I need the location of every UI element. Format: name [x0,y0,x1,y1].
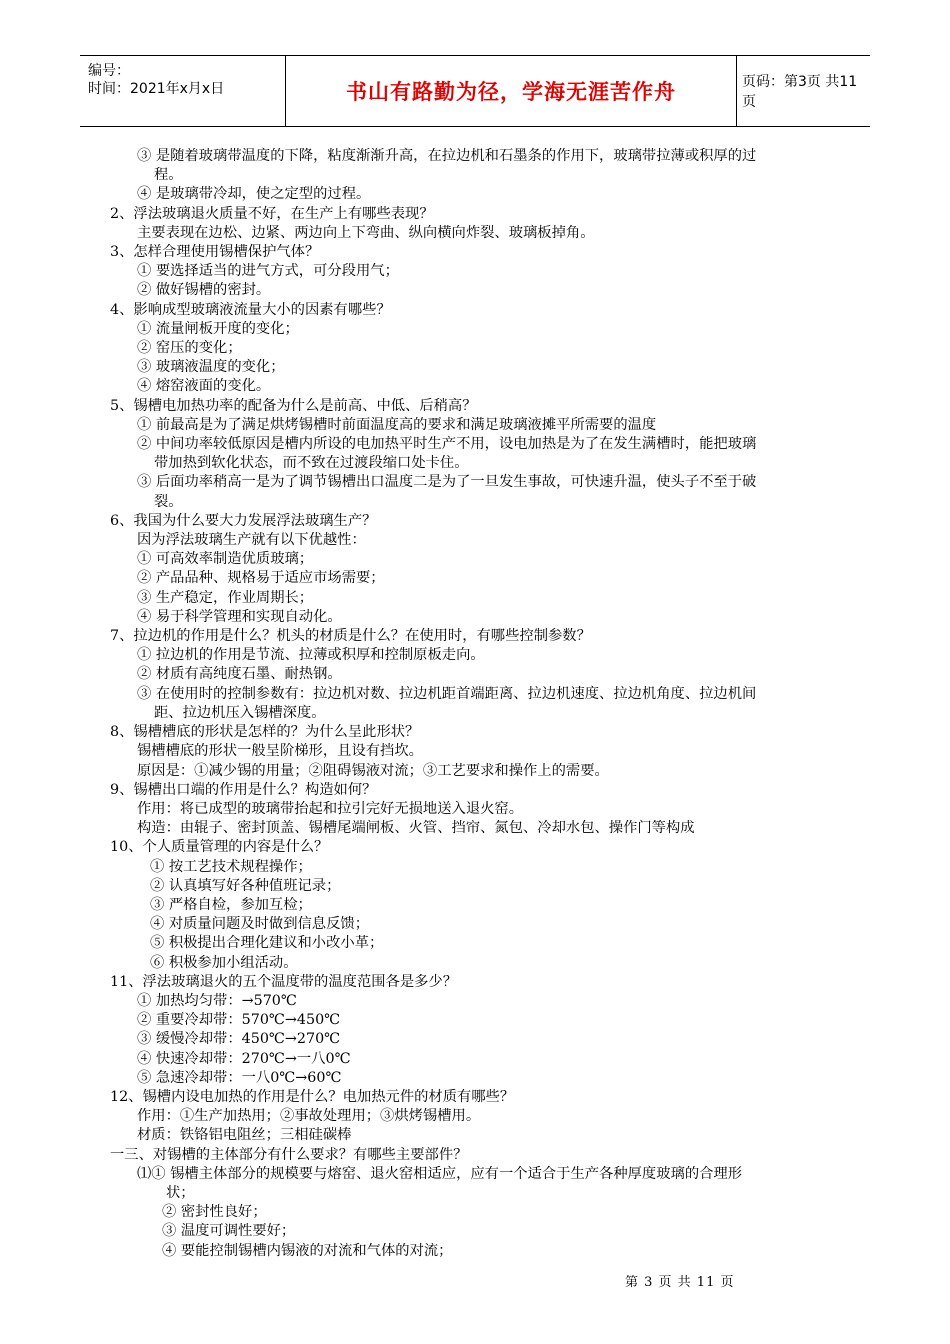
text-line: 6、我国为什么要大力发展浮法玻璃生产？ [110,512,377,529]
text-line: 11、浮法玻璃退火的五个温度带的温度范围各是多少？ [110,973,458,990]
text-line: 带加热到软化状态，而不致在过渡段缩口处卡住。 [154,455,469,472]
text-line: 3、怎样合理使用锡槽保护气体？ [110,244,320,261]
text-line: ② 密封性良好； [162,1204,267,1221]
text-line: 作用：①生产加热用；②事故处理用；③烘烤锡槽用。 [137,1108,481,1125]
text-line: ② 产品品种、规格易于适应市场需要； [137,570,385,587]
text-line: ③ 生产稳定，作业周期长； [137,589,314,606]
text-line: 裂。 [154,493,183,510]
text-line: 构造：由辊子、密封顶盖、锡槽尾端闸板、火管、挡帘、氮包、冷却水包、操作门等构成 [137,820,695,837]
text-line: ② 重要冷却带：570℃→450℃ [137,1012,341,1029]
text-line: 因为浮法玻璃生产就有以下优越性： [137,532,366,549]
text-line: ② 中间功率较低原因是槽内所设的电加热平时生产不用，设电加热是为了在发生满槽时，能把玻璃 [137,436,757,453]
text-line: ⑴① 锡槽主体部分的规模要与熔窑、退火窑相适应，应有一个适合于生产各种厚度玻璃的合理形 [137,1165,743,1182]
text-line: ② 材质有高纯度石墨、耐热钢。 [137,666,342,683]
text-line: ③ 严格自检，参加互检； [150,896,312,913]
header-motto: 书山有路勤为径，学海无涯苦作舟 [285,56,737,126]
text-line: 锡槽槽底的形状一般呈阶梯形，且设有挡坎。 [137,743,423,760]
text-line: ① 拉边机的作用是节流、拉薄或积厚和控制原板走向。 [137,647,485,664]
text-line: 2、浮法玻璃退火质量不好，在生产上有哪些表现？ [110,205,434,222]
text-line: 9、锡槽出口端的作用是什么？构造如何？ [110,781,377,798]
text-line: ⑤ 积极提出合理化建议和小改小革； [150,935,384,952]
text-line: ④ 对质量问题及时做到信息反馈； [150,916,369,933]
text-line: ③ 缓慢冷却带：450℃→270℃ [137,1031,341,1048]
text-line: 材质：铁铬铝电阻丝；三相硅碳棒 [137,1127,352,1144]
text-line: ⑤ 急速冷却带：一八0℃→60℃ [137,1069,342,1086]
text-line: ① 流量闸板开度的变化； [137,320,299,337]
text-line: 4、影响成型玻璃液流量大小的因素有哪些？ [110,301,391,318]
text-line: ④ 熔窑液面的变化。 [137,378,271,395]
text-line: ④ 易于科学管理和实现自动化。 [137,608,342,625]
text-line: ① 加热均匀带：→570℃ [137,992,297,1009]
text-line: 作用：将已成型的玻璃带抬起和拉引完好无损地送入退火窑。 [137,800,524,817]
text-line: ③ 后面功率稍高一是为了调节锡槽出口温度二是为了一旦发生事故，可快速升温，使头子不至于破 [137,474,757,491]
text-line: 状； [166,1184,195,1201]
header-page-label: 页码：第3页 共11页 [742,74,858,110]
text-line: 距、拉边机压入锡槽深度。 [154,704,326,721]
text-line: ④ 是玻璃带冷却，使之定型的过程。 [137,186,371,203]
document-number-label: 编号： [88,63,130,79]
text-line: 5、锡槽电加热功率的配备为什么是前高、中低、后稍高？ [110,397,477,414]
text-line: 一三、对锡槽的主体部分有什么要求？有哪些主要部件？ [110,1146,468,1163]
text-line: ④ 要能控制锡槽内锡液的对流和气体的对流； [162,1242,453,1259]
text-line: 程。 [154,167,183,184]
text-line: ③ 温度可调性要好； [162,1223,296,1240]
document-body [110,147,875,1261]
text-line: ① 要选择适当的进气方式，可分段用气； [137,263,399,280]
text-line: 7、拉边机的作用是什么？机头的材质是什么？在使用时，有哪些控制参数？ [110,628,591,645]
text-line: ① 前最高是为了满足烘烤锡槽时前面温度高的要求和满足玻璃液摊平所需要的温度 [137,416,657,433]
text-line: ① 可高效率制造优质玻璃； [137,551,314,568]
text-line: 主要表现在边松、边紧、两边向上下弯曲、纵向横向炸裂、玻璃板掉角。 [137,224,595,241]
text-line: ③ 玻璃液温度的变化； [137,359,285,376]
page-footer: 第 3 页 共 11 页 [625,1275,735,1290]
text-line: ② 认真填写好各种值班记录； [150,877,341,894]
text-line: 8、锡槽槽底的形状是怎样的？为什么呈此形状？ [110,724,420,741]
text-line: ② 做好锡槽的密封。 [137,282,271,299]
page-header [80,55,870,127]
text-line: ⑥ 积极参加小组活动。 [150,954,298,971]
text-line: ② 窑压的变化； [137,340,242,357]
text-line: ④ 快速冷却带：270℃→一八0℃ [137,1050,351,1067]
text-line: 12、锡槽内设电加热的作用是什么？电加热元件的材质有哪些？ [110,1088,515,1105]
text-line: ③ 是随着玻璃带温度的下降，粘度渐渐升高，在拉边机和石墨条的作用下，玻璃带拉薄或积厚的过 [137,148,757,164]
text-line: 10、个人质量管理的内容是什么？ [110,839,329,856]
text-line: 原因是：①减少锡的用量；②阻碍锡液对流；③工艺要求和操作上的需要。 [137,762,609,779]
document-time-label: 时间：2021年x月x日 [88,81,225,97]
text-line: ① 按工艺技术规程操作； [150,858,312,875]
header-meta [80,56,285,126]
text-line: ③ 在使用时的控制参数有：拉边机对数、拉边机距首端距离、拉边机速度、拉边机角度、拉边机间 [137,685,757,702]
